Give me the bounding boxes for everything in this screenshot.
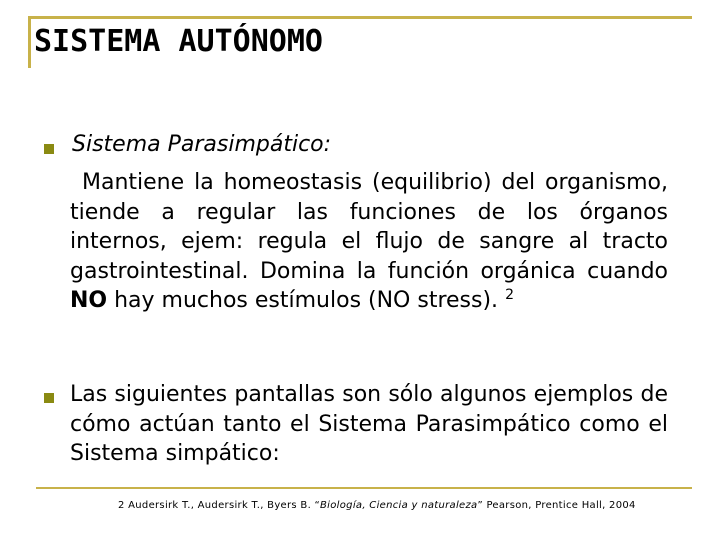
footnote-reference: 2 xyxy=(505,287,514,303)
footnote-divider xyxy=(36,487,692,489)
description-bold-no: NO xyxy=(70,288,108,313)
square-bullet-icon xyxy=(44,393,54,403)
square-bullet-icon xyxy=(44,144,54,154)
description-text-part-2: hay muchos estímulos (NO stress). xyxy=(107,288,499,313)
section-heading-parasympathetic: Sistema Parasimpático: xyxy=(72,132,332,157)
citation-book-title: Biología, Ciencia y naturaleza xyxy=(320,500,478,511)
citation-publisher: ” Pearson, Prentice Hall, 2004 xyxy=(477,500,636,511)
description-text-part-1: Mantiene la homeostasis (equilibrio) del organismo, tiende a regular las funciones de los órganos internos, ejem: regula el flujo de sangre al tracto gastrointestinal. Domina la función orgánica cuando xyxy=(70,170,668,284)
following-slides-note: Las siguientes pantallas son sólo algunos ejemplos de cómo actúan tanto el Sistema Parasimpático como el Sistema simpático: xyxy=(70,382,668,466)
footnote-citation xyxy=(118,500,636,511)
title-frame-left-rule xyxy=(28,16,31,68)
slide-title: SISTEMA AUTÓNOMO xyxy=(34,24,323,59)
title-frame-top-rule xyxy=(28,16,692,19)
citation-authors: 2 Audersirk T., Audersirk T., Byers B. “ xyxy=(118,500,321,511)
parasympathetic-description xyxy=(70,168,668,316)
